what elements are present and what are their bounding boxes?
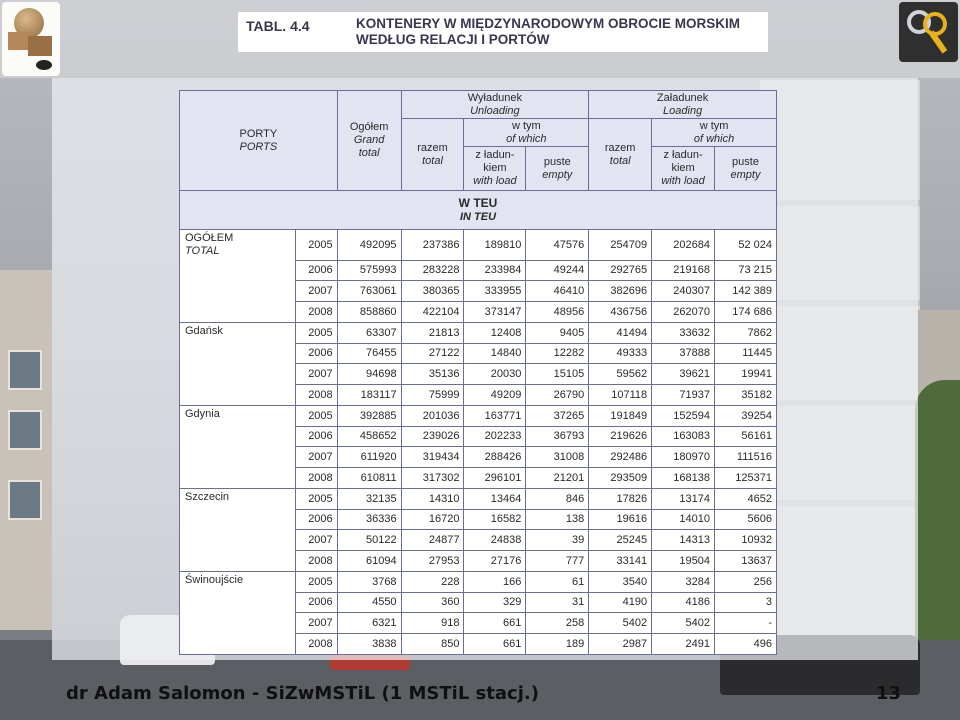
table-row (180, 343, 777, 364)
value-cell: - (715, 613, 777, 634)
value-cell: 56161 (715, 426, 777, 447)
port-cell (180, 260, 296, 281)
year-cell: 2007 (295, 613, 337, 634)
value-cell: 16720 (401, 509, 464, 530)
value-cell: 219626 (589, 426, 652, 447)
value-cell: 239026 (401, 426, 464, 447)
value-cell: 59562 (589, 364, 652, 385)
port-cell (180, 633, 296, 654)
value-cell: 3768 (337, 571, 401, 592)
value-cell: 283228 (401, 260, 464, 281)
value-cell: 3284 (652, 571, 715, 592)
port-cell (180, 592, 296, 613)
value-cell: 7862 (715, 322, 777, 343)
value-cell: 39621 (652, 364, 715, 385)
containers-table (179, 90, 777, 655)
value-cell: 26790 (526, 384, 589, 405)
value-cell: 13637 (715, 550, 777, 571)
value-cell: 71937 (652, 384, 715, 405)
value-cell: 107118 (589, 384, 652, 405)
table-row (180, 530, 777, 551)
port-cell: Gdynia (180, 405, 296, 426)
port-cell (180, 426, 296, 447)
year-cell: 2008 (295, 301, 337, 322)
year-cell: 2005 (295, 405, 337, 426)
value-cell: 36793 (526, 426, 589, 447)
value-cell: 12408 (464, 322, 526, 343)
value-cell: 25245 (589, 530, 652, 551)
value-cell: 37265 (526, 405, 589, 426)
table-row (180, 230, 777, 261)
value-cell: 27176 (464, 550, 526, 571)
table-number: TABL. 4.4 (246, 18, 310, 34)
table-row (180, 447, 777, 468)
value-cell: 163771 (464, 405, 526, 426)
year-cell: 2006 (295, 592, 337, 613)
value-cell: 35182 (715, 384, 777, 405)
value-cell: 392885 (337, 405, 401, 426)
year-cell: 2008 (295, 633, 337, 654)
value-cell: 21201 (526, 467, 589, 488)
value-cell: 610811 (337, 467, 401, 488)
value-cell: 6321 (337, 613, 401, 634)
port-cell (180, 301, 296, 322)
value-cell: 33141 (589, 550, 652, 571)
value-cell: 94698 (337, 364, 401, 385)
value-cell: 14310 (401, 488, 464, 509)
table-row (180, 384, 777, 405)
year-cell: 2005 (295, 571, 337, 592)
header-loading: Załadunek Loading (589, 91, 777, 119)
port-cell (180, 467, 296, 488)
table-row (180, 260, 777, 281)
value-cell: 41494 (589, 322, 652, 343)
value-cell: 24877 (401, 530, 464, 551)
table-row (180, 571, 777, 592)
value-cell: 31008 (526, 447, 589, 468)
value-cell: 14840 (464, 343, 526, 364)
value-cell: 36336 (337, 509, 401, 530)
value-cell: 4186 (652, 592, 715, 613)
value-cell: 492095 (337, 230, 401, 261)
value-cell: 240307 (652, 281, 715, 302)
value-cell: 20030 (464, 364, 526, 385)
value-cell: 174 686 (715, 301, 777, 322)
value-cell: 4190 (589, 592, 652, 613)
value-cell: 317302 (401, 467, 464, 488)
port-cell: Szczecin (180, 488, 296, 509)
port-cell (180, 613, 296, 634)
table-row (180, 509, 777, 530)
value-cell: 39 (526, 530, 589, 551)
value-cell: 76455 (337, 343, 401, 364)
value-cell: 180970 (652, 447, 715, 468)
value-cell: 258 (526, 613, 589, 634)
value-cell: 14010 (652, 509, 715, 530)
value-cell: 858860 (337, 301, 401, 322)
value-cell: 436756 (589, 301, 652, 322)
value-cell: 2987 (589, 633, 652, 654)
year-cell: 2007 (295, 530, 337, 551)
value-cell: 46410 (526, 281, 589, 302)
value-cell: 382696 (589, 281, 652, 302)
value-cell: 152594 (652, 405, 715, 426)
port-cell (180, 364, 296, 385)
value-cell: 49209 (464, 384, 526, 405)
value-cell: 27122 (401, 343, 464, 364)
value-cell: 202684 (652, 230, 715, 261)
value-cell: 202233 (464, 426, 526, 447)
logistics-logo-icon (2, 2, 60, 76)
value-cell: 373147 (464, 301, 526, 322)
value-cell: 16582 (464, 509, 526, 530)
port-cell: Gdańsk (180, 322, 296, 343)
header-ports: PORTY PORTS (180, 91, 338, 191)
table-row (180, 488, 777, 509)
value-cell: 33632 (652, 322, 715, 343)
value-cell: 228 (401, 571, 464, 592)
value-cell: 380365 (401, 281, 464, 302)
header-unloading-empty: puste empty (526, 147, 589, 191)
table-row (180, 426, 777, 447)
table-row (180, 467, 777, 488)
value-cell: 142 389 (715, 281, 777, 302)
value-cell: 189810 (464, 230, 526, 261)
header-unloading-total: razem total (401, 119, 464, 191)
keys-icon (899, 2, 958, 62)
year-cell: 2006 (295, 426, 337, 447)
value-cell: 296101 (464, 467, 526, 488)
port-cell (180, 384, 296, 405)
value-cell: 5606 (715, 509, 777, 530)
value-cell: 292765 (589, 260, 652, 281)
table-row (180, 633, 777, 654)
value-cell: 166 (464, 571, 526, 592)
value-cell: 3 (715, 592, 777, 613)
year-cell: 2007 (295, 281, 337, 302)
year-cell: 2005 (295, 488, 337, 509)
page-number: 13 (876, 683, 902, 704)
value-cell: 661 (464, 613, 526, 634)
value-cell: 10932 (715, 530, 777, 551)
year-cell: 2007 (295, 447, 337, 468)
value-cell: 918 (401, 613, 464, 634)
value-cell: 661 (464, 633, 526, 654)
value-cell: 458652 (337, 426, 401, 447)
value-cell: 15105 (526, 364, 589, 385)
value-cell: 61 (526, 571, 589, 592)
value-cell: 14313 (652, 530, 715, 551)
value-cell: 48956 (526, 301, 589, 322)
table-row (180, 613, 777, 634)
background-tree (915, 380, 960, 680)
year-cell: 2008 (295, 550, 337, 571)
background-building-left (0, 270, 52, 630)
value-cell: 846 (526, 488, 589, 509)
value-cell: 17826 (589, 488, 652, 509)
port-cell: Świnoujście (180, 571, 296, 592)
table-title-text: KONTENERY W MIĘDZYNARODOWYM OBROCIE MORSKIM WEDŁUG RELACJI I PORTÓW (356, 16, 740, 47)
value-cell: 5402 (589, 613, 652, 634)
year-cell: 2006 (295, 509, 337, 530)
value-cell: 575993 (337, 260, 401, 281)
value-cell: 333955 (464, 281, 526, 302)
value-cell: 163083 (652, 426, 715, 447)
value-cell: 39254 (715, 405, 777, 426)
value-cell: 850 (401, 633, 464, 654)
table-row (180, 550, 777, 571)
port-cell (180, 530, 296, 551)
value-cell: 168138 (652, 467, 715, 488)
table-row (180, 301, 777, 322)
value-cell: 777 (526, 550, 589, 571)
value-cell: 219168 (652, 260, 715, 281)
value-cell: 138 (526, 509, 589, 530)
year-cell: 2005 (295, 230, 337, 261)
year-cell: 2008 (295, 467, 337, 488)
value-cell: 61094 (337, 550, 401, 571)
port-cell (180, 447, 296, 468)
value-cell: 13464 (464, 488, 526, 509)
value-cell: 3540 (589, 571, 652, 592)
year-cell: 2007 (295, 364, 337, 385)
table-row (180, 364, 777, 385)
value-cell: 4550 (337, 592, 401, 613)
value-cell: 47576 (526, 230, 589, 261)
value-cell: 611920 (337, 447, 401, 468)
value-cell: 201036 (401, 405, 464, 426)
value-cell: 3838 (337, 633, 401, 654)
value-cell: 31 (526, 592, 589, 613)
value-cell: 35136 (401, 364, 464, 385)
value-cell: 11445 (715, 343, 777, 364)
year-cell: 2005 (295, 322, 337, 343)
port-cell (180, 281, 296, 302)
value-cell: 19616 (589, 509, 652, 530)
value-cell: 292486 (589, 447, 652, 468)
value-cell: 21813 (401, 322, 464, 343)
value-cell: 2491 (652, 633, 715, 654)
value-cell: 191849 (589, 405, 652, 426)
header-unloading-with-load: z ładun- kiem with load (464, 147, 526, 191)
unit-band: W TEU IN TEU (180, 191, 777, 230)
value-cell: 19504 (652, 550, 715, 571)
header-loading-of-which: w tym of which (652, 119, 777, 147)
port-cell (180, 343, 296, 364)
port-cell: OGÓŁEM TOTAL (180, 230, 296, 261)
value-cell: 237386 (401, 230, 464, 261)
value-cell: 9405 (526, 322, 589, 343)
year-cell: 2008 (295, 384, 337, 405)
table-row (180, 405, 777, 426)
value-cell: 763061 (337, 281, 401, 302)
value-cell: 111516 (715, 447, 777, 468)
value-cell: 63307 (337, 322, 401, 343)
year-cell: 2006 (295, 343, 337, 364)
table-row (180, 281, 777, 302)
value-cell: 13174 (652, 488, 715, 509)
value-cell: 125371 (715, 467, 777, 488)
value-cell: 12282 (526, 343, 589, 364)
footer-author: dr Adam Salomon - SiZwMSTiL (1 MSTiL stacj.) (66, 683, 539, 704)
header-grand-total: Ogółem Grand total (337, 91, 401, 191)
value-cell: 189 (526, 633, 589, 654)
value-cell: 256 (715, 571, 777, 592)
value-cell: 183117 (337, 384, 401, 405)
header-unloading: Wyładunek Unloading (401, 91, 589, 119)
value-cell: 293509 (589, 467, 652, 488)
port-cell (180, 509, 296, 530)
port-cell (180, 550, 296, 571)
header-loading-with-load: z ładun- kiem with load (652, 147, 715, 191)
value-cell: 288426 (464, 447, 526, 468)
value-cell: 24838 (464, 530, 526, 551)
value-cell: 319434 (401, 447, 464, 468)
value-cell: 52 024 (715, 230, 777, 261)
value-cell: 5402 (652, 613, 715, 634)
value-cell: 4652 (715, 488, 777, 509)
value-cell: 37888 (652, 343, 715, 364)
value-cell: 496 (715, 633, 777, 654)
value-cell: 360 (401, 592, 464, 613)
value-cell: 49333 (589, 343, 652, 364)
value-cell: 50122 (337, 530, 401, 551)
value-cell: 422104 (401, 301, 464, 322)
value-cell: 75999 (401, 384, 464, 405)
value-cell: 27953 (401, 550, 464, 571)
table-row (180, 592, 777, 613)
table-row (180, 322, 777, 343)
value-cell: 262070 (652, 301, 715, 322)
value-cell: 233984 (464, 260, 526, 281)
value-cell: 73 215 (715, 260, 777, 281)
table-title (238, 12, 768, 52)
value-cell: 19941 (715, 364, 777, 385)
value-cell: 329 (464, 592, 526, 613)
value-cell: 254709 (589, 230, 652, 261)
value-cell: 32135 (337, 488, 401, 509)
header-unloading-of-which: w tym of which (464, 119, 589, 147)
value-cell: 49244 (526, 260, 589, 281)
header-loading-empty: puste empty (715, 147, 777, 191)
year-cell: 2006 (295, 260, 337, 281)
header-loading-total: razem total (589, 119, 652, 191)
